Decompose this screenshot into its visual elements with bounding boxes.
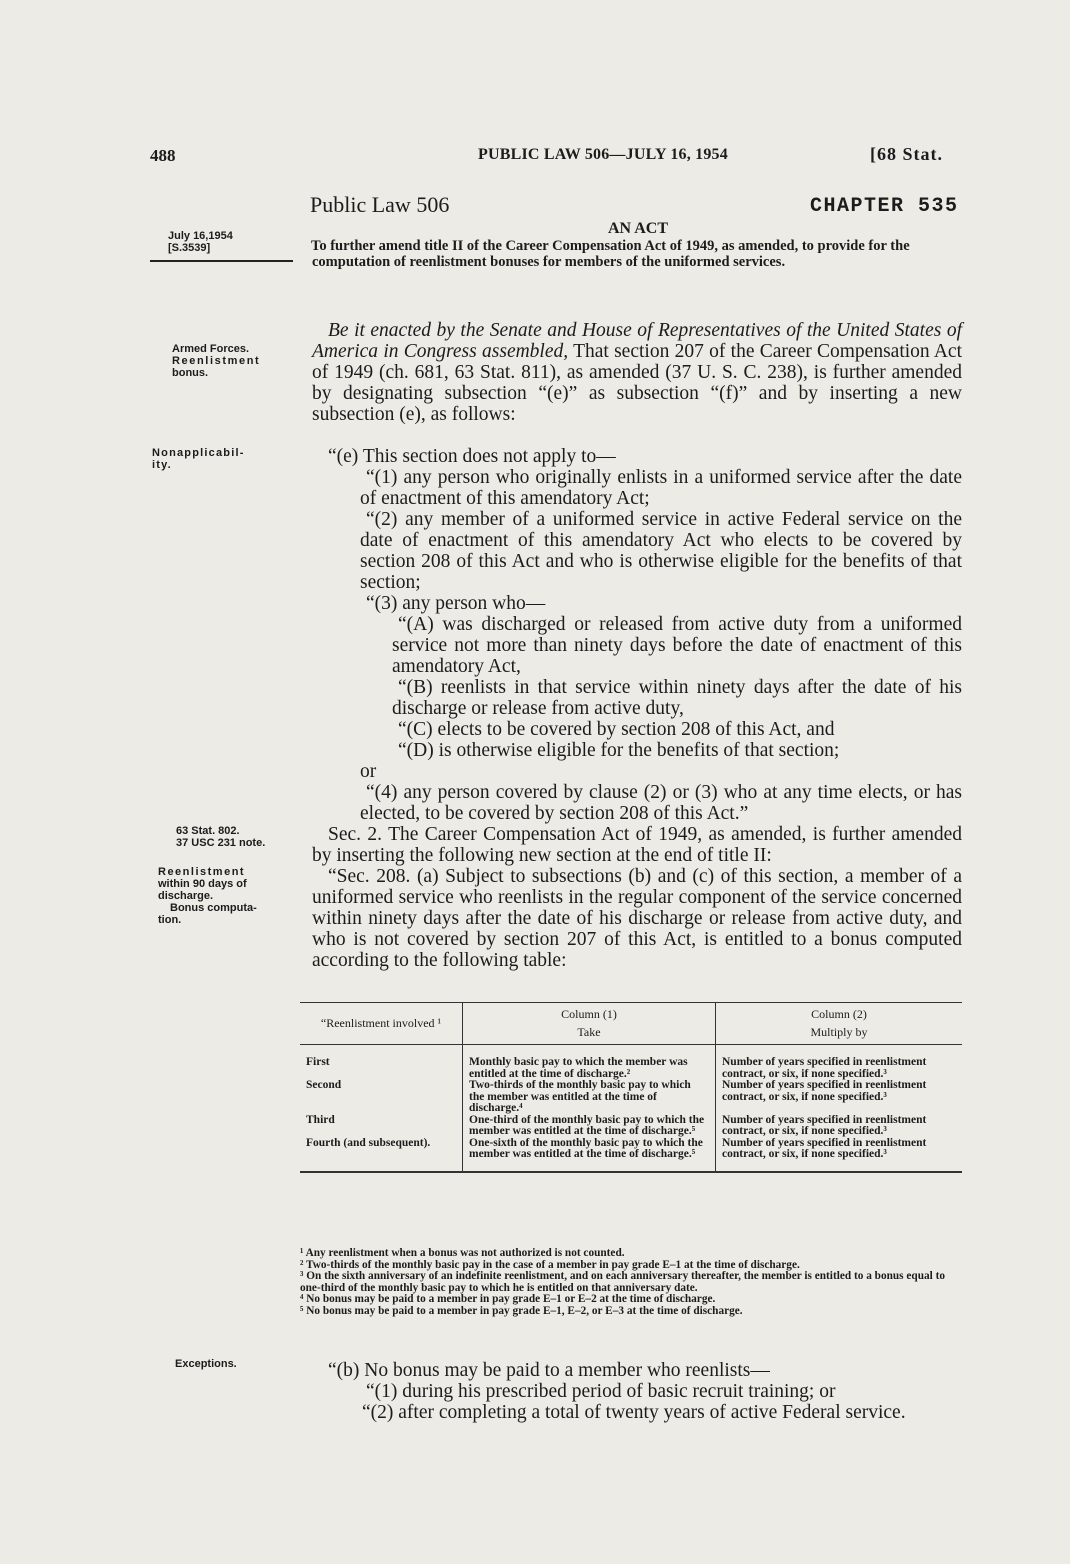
row-involved: First [300, 1045, 463, 1081]
margin-line: tion. [158, 914, 182, 926]
margin-note-nonapplicability [152, 447, 292, 471]
row-multiply: Number of years specified in reenlistment contract, or six, if none specified.³ [722, 1113, 927, 1137]
footnote-3: ³ On the sixth anniversary of an indefinite reenlistment, and on each anniversary thereafter, the member is entitled to a bonus equal to one-third of the monthly basic pay to which he is entitled on that anniversary date. [300, 1270, 945, 1294]
enacting-text: That section 207 of the Career Compensation Act of 1949 (ch. 681, 63 Stat. 811), as amended (37 U. S. C. 238), is further amended by designating subsection “(e)” as subsection “(f)” and by inserting a new subsection (e), as follows: [312, 341, 963, 425]
clause-e4: “(4) any person covered by clause (2) or (3) who at any time elects, or has elected, to be covered by section 208 of this Act.” [360, 782, 962, 824]
stat-reference: [68 Stat. [870, 144, 943, 164]
row-take: One-sixth of the monthly basic pay to which the member was entitled at the time of discharge.⁵ [463, 1138, 716, 1172]
enactment-date [168, 230, 294, 254]
row-multiply: Number of years specified in reenlistment contract, or six, if none specified.³ [722, 1136, 927, 1160]
clause-b2-text: “(2) after completing a total of twenty years of active Federal service. [362, 1402, 906, 1423]
footnote-4: ⁴ No bonus may be paid to a member in pay grade E–1 or E–2 at the time of discharge. [300, 1293, 716, 1305]
margin-line: Bonus computa- [170, 902, 257, 914]
margin-line: Armed Forces. [172, 343, 250, 355]
margin-line: Reenlistment [172, 355, 261, 367]
margin-line: bonus. [172, 367, 209, 379]
chapter-label: CHAPTER 535 [810, 195, 959, 218]
table-footnotes [300, 1248, 962, 1317]
header-column-1-bottom: Take [577, 1024, 601, 1039]
row-involved: Second [300, 1080, 463, 1115]
margin-note-exceptions: Exceptions. [175, 1358, 237, 1370]
footnote-5: ⁵ No bonus may be paid to a member in pay grade E–1, E–2, or E–3 at the time of discharge. [300, 1304, 743, 1317]
margin-line: Reenlistment [158, 866, 246, 878]
enacting-formula: Be it enacted by the Senate and House of Representatives of the United States of America in Congress assembled, [312, 320, 962, 362]
row-multiply: Number of years specified in reenlistment contract, or six, if none specified.³ [722, 1079, 927, 1103]
margin-line: within 90 days of [158, 878, 247, 890]
header-column-2-bottom: Multiply by [810, 1024, 868, 1039]
clause-b1: “(1) during his prescribed period of basic recruit training; or [366, 1381, 836, 1402]
section-2: Sec. 2. The Career Compensation Act of 1949, as amended, is further amended by inserting the following new section at the end of title II: [312, 824, 962, 866]
date-divider [150, 260, 293, 262]
clause-e3a: “(A) was discharged or released from active duty from a uniformed service not more than ninety days before the date of enactment of this amendatory Act, [392, 614, 962, 677]
margin-line: ity. [152, 459, 172, 471]
clause-e2: “(2) any member of a uniformed service in active Federal service on the date of enactment of this amendatory Act who elects to be covered by section 208 of this Act and who is otherwise eligible for the benefits of that section; [360, 509, 962, 593]
header-column-1-top: Column (1) [561, 1007, 617, 1021]
clause-e3b: “(B) reenlists in that service within ninety days after the date of his discharge or release from active duty, [392, 677, 962, 719]
section-208: “Sec. 208. (a) Subject to subsections (b) and (c) of this section, a member of a uniformed service who reenlists in the regular component of the service concerned within ninety days after the date of his discharge or release from active duty, and who is not covered by section 207 of this Act, is entitled to a bonus computed according to the following table: [312, 866, 962, 971]
bonus-table [300, 1002, 962, 1173]
header-column-2-top: Column (2) [811, 1007, 867, 1021]
table-row [300, 1115, 962, 1138]
row-take: Two-thirds of the monthly basic pay to which the member was entitled at the time of discharge.⁴ [463, 1080, 716, 1115]
margin-note-armed-forces [172, 343, 298, 379]
row-multiply: Number of years specified in reenlistment contract, or six, if none specified.³ [722, 1056, 927, 1080]
row-involved: Fourth (and subsequent). [300, 1138, 463, 1172]
running-head: PUBLIC LAW 506—JULY 16, 1954 [478, 146, 728, 163]
margin-line: Nonapplicabil- [152, 447, 245, 459]
clause-e3d: “(D) is otherwise eligible for the benefits of that section; [398, 740, 840, 761]
footnote-2: ² Two-thirds of the monthly basic pay in the case of a member in pay grade E–1 at the time of discharge. [300, 1258, 800, 1271]
subsection-b [312, 1360, 962, 1423]
enacting-clause [312, 320, 962, 425]
footnote-1: ¹ Any reenlistment when a bonus was not authorized is not counted. [300, 1247, 625, 1259]
margin-line: 63 Stat. 802. [176, 825, 240, 837]
clause-e: “(e) This section does not apply to— [328, 446, 616, 467]
margin-note-statute [176, 825, 296, 849]
page-number: 488 [150, 146, 176, 165]
table-row [300, 1138, 962, 1172]
row-take: Monthly basic pay to which the member was entitled at the time of discharge.² [463, 1045, 716, 1081]
margin-note-reenlistment [158, 866, 298, 926]
table-header-row [300, 1003, 962, 1045]
clause-b: “(b) No bonus may be paid to a member who reenlists— [328, 1360, 770, 1381]
header-column-2 [716, 1003, 963, 1045]
public-law-title: Public Law 506 [310, 192, 450, 217]
clause-or: or [360, 761, 377, 782]
clause-b2 [312, 1402, 962, 1423]
date-text: July 16,1954 [168, 230, 233, 242]
bill-number: [S.3539] [168, 242, 211, 254]
act-purpose: To further amend title II of the Career Compensation Act of 1949, as amended, to provide for the computation of reenlistment bonuses for members of the uniformed services. [311, 238, 910, 270]
table-row [300, 1080, 962, 1115]
clause-e1: “(1) any person who originally enlists in a uniformed service after the date of enactment of this amendatory Act; [360, 467, 962, 509]
header-column-1 [463, 1003, 716, 1045]
header-reenlistment: “Reenlistment involved ¹ [300, 1003, 463, 1045]
subsection-e [312, 446, 962, 971]
an-act-heading: AN ACT [608, 220, 669, 237]
margin-line: 37 USC 231 note. [176, 837, 266, 849]
row-take: One-third of the monthly basic pay to which the member was entitled at the time of discharge.⁵ [463, 1115, 716, 1138]
clause-e3: “(3) any person who— [366, 593, 546, 614]
table-row [300, 1045, 962, 1081]
row-involved: Third [300, 1115, 463, 1138]
margin-line: discharge. [158, 890, 214, 902]
clause-e3c: “(C) elects to be covered by section 208 of this Act, and [398, 719, 835, 740]
